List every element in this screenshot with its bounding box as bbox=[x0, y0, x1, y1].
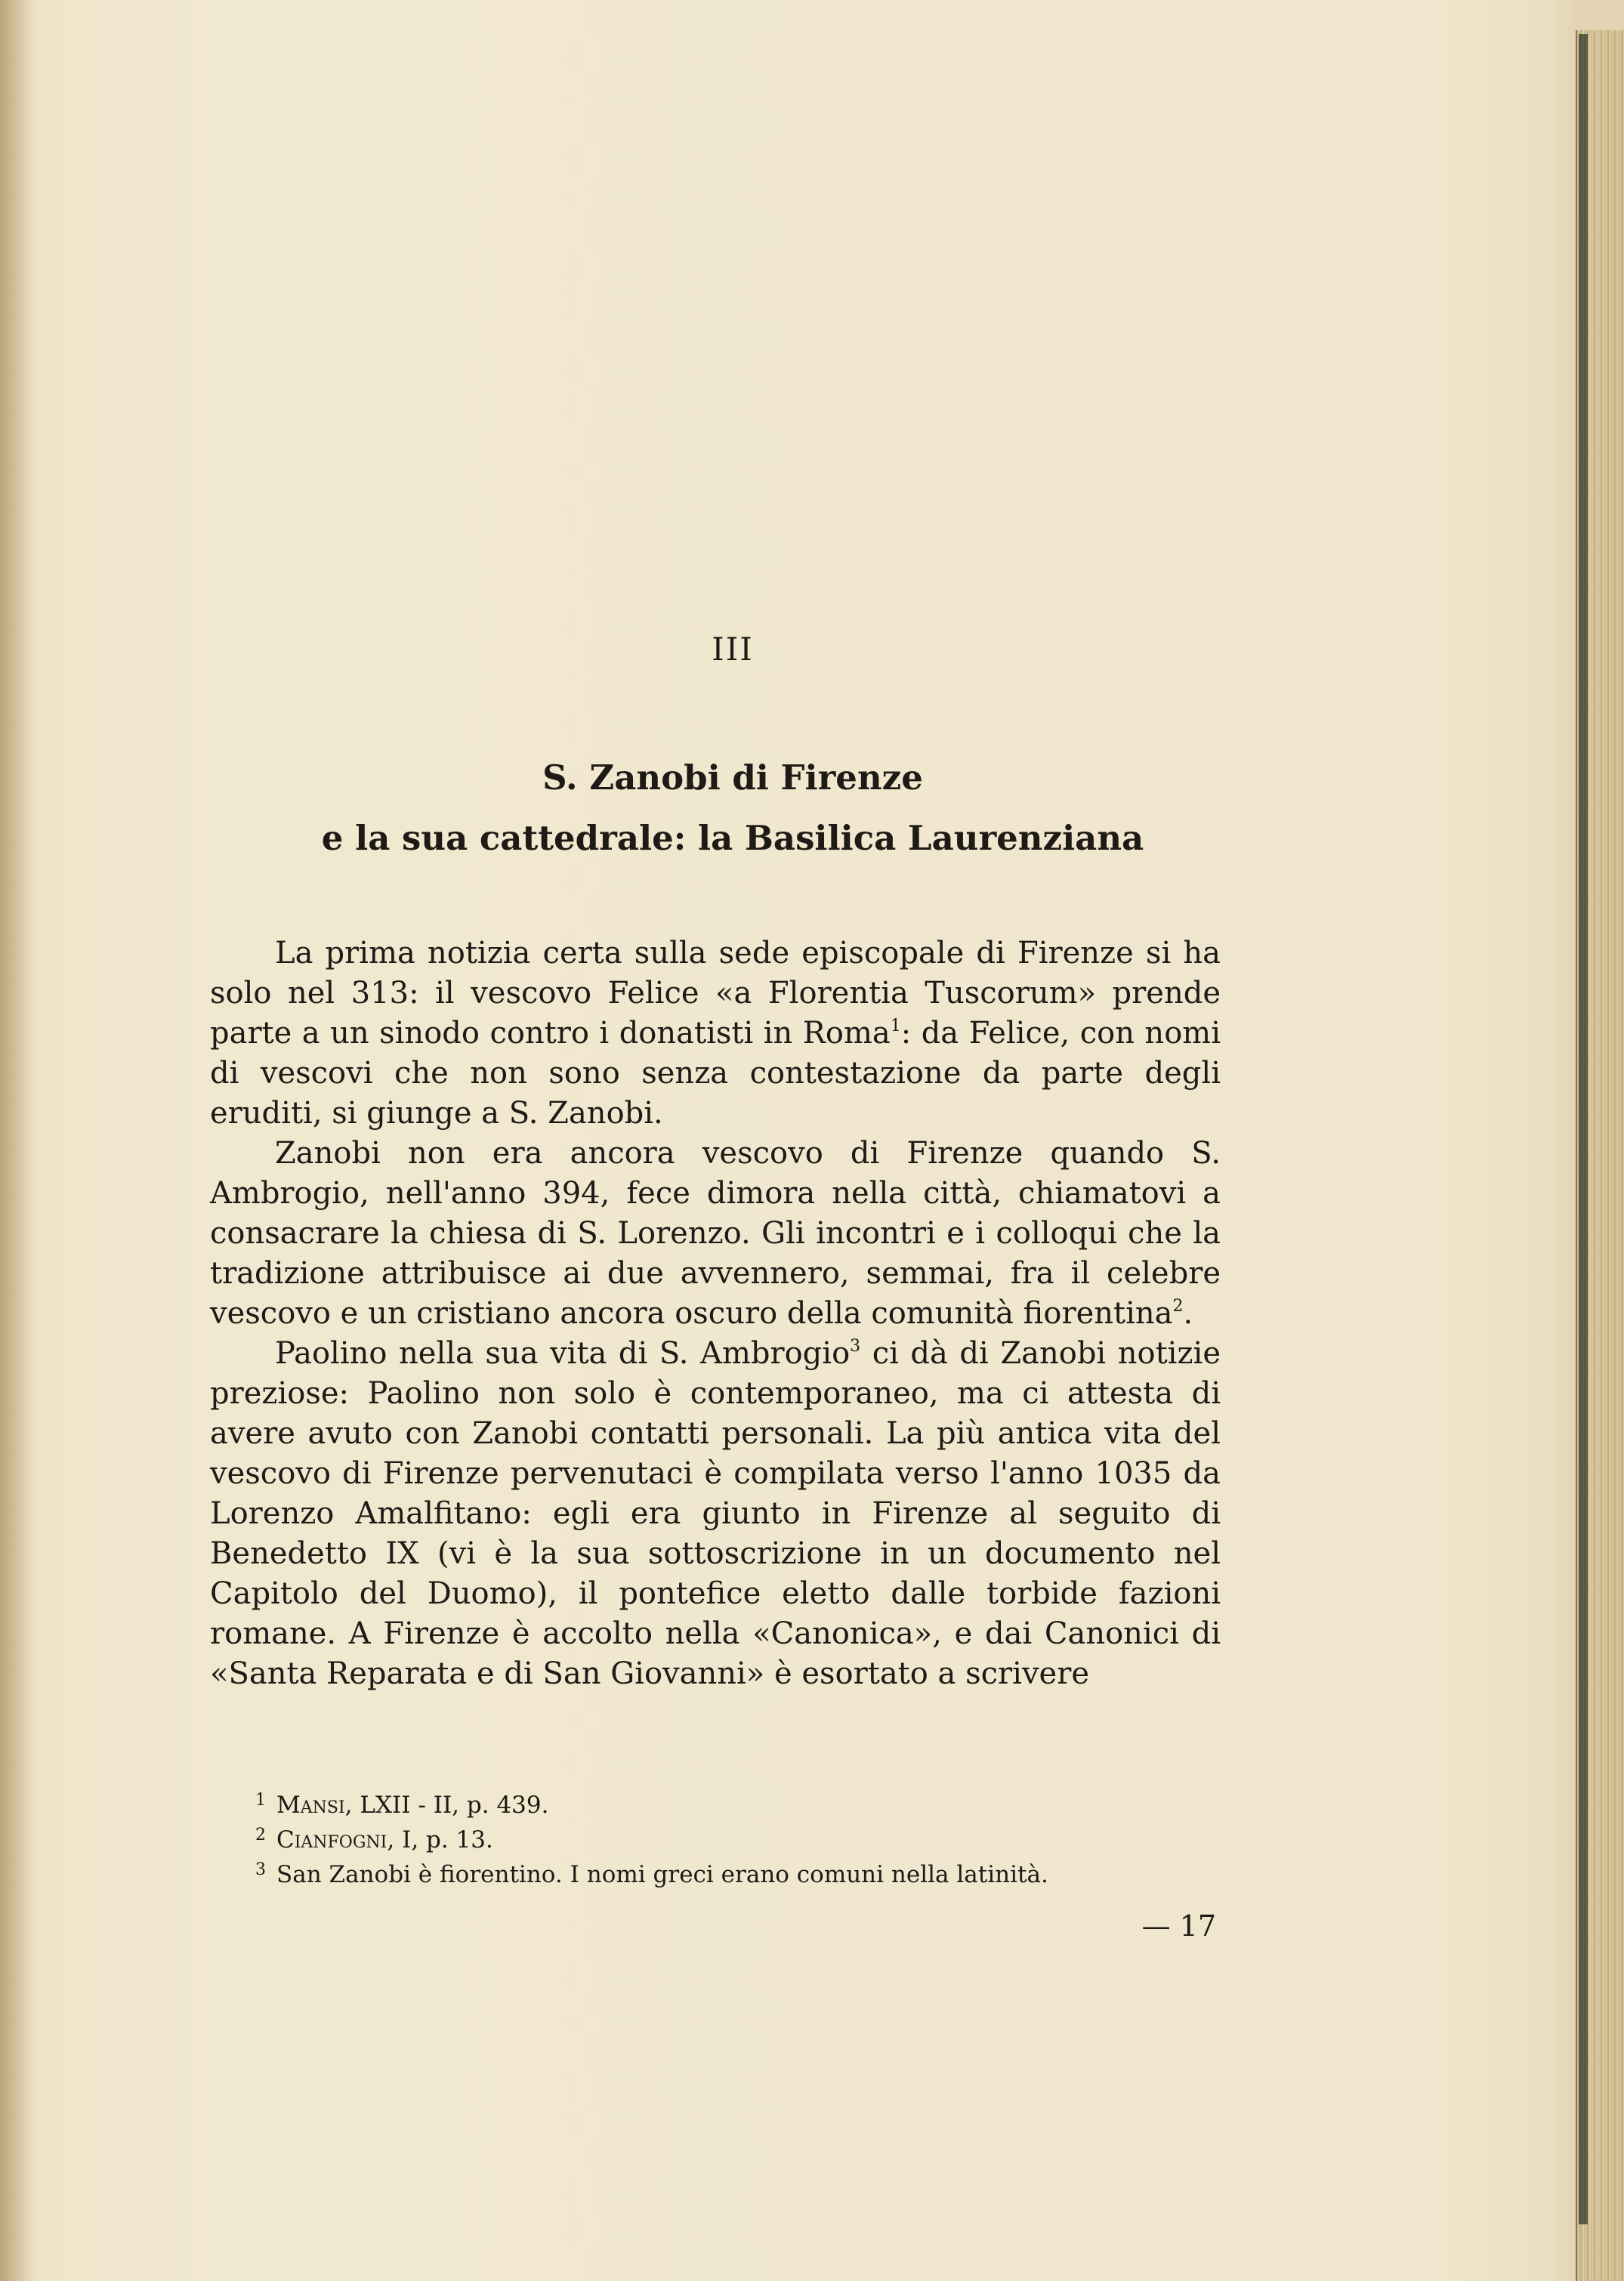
footnote-3 bbox=[251, 1855, 1233, 1890]
footnote-number: 1 bbox=[255, 1791, 266, 1810]
footnote-text: San Zanobi è fiorentino. I nomi greci erano comuni nella latinità. bbox=[276, 1861, 1048, 1888]
footnote-ref: 1 bbox=[890, 1017, 901, 1036]
footnote-number: 3 bbox=[255, 1860, 266, 1879]
paragraph-text: : da Felice, con nomi di vescovi che non sono senza contestazione da parte degli eruditi, si giunge a S. Zanobi. bbox=[210, 1016, 1221, 1131]
footnote-author: Cianfogni bbox=[276, 1826, 387, 1854]
paragraph-text: La prima notizia certa sulla sede episcopale di Firenze si ha solo nel 313: il vescovo Felice «a Florentia Tuscorum» prende parte a un sinodo contro i donatisti in Roma bbox=[210, 936, 1221, 1051]
paragraph-2 bbox=[210, 1134, 1221, 1334]
footnote-ref: 3 bbox=[850, 1337, 861, 1356]
footnote-text: , LXII - II, p. 439. bbox=[344, 1792, 549, 1819]
chapter-title-line-2: e la sua cattedrale: la Basilica Laurenziana bbox=[321, 818, 1144, 858]
paragraph-text: ci dà di Zanobi notizie preziose: Paolino non solo è contemporaneo, ma ci attesta di avere avuto con Zanobi contatti personali. La più antica vita del vescovo di Firenze pervenutaci è compilata verso l'anno 1035 da Lorenzo Amalfitano: egli era giunto in Firenze al seguito di Benedetto IX (vi è la sua sottoscrizione in un documento nel Capitolo del Duomo), il pontefice eletto dalle torbide fazioni romane. A Firenze è accolto nella «Canonica», e dai Canonici di «Santa Reparata e di San Giovanni» è esortato a scrivere bbox=[210, 1336, 1221, 1691]
paragraph-1 bbox=[210, 934, 1221, 1134]
footnote-1 bbox=[251, 1786, 1233, 1820]
gutter-shadow bbox=[0, 0, 34, 2281]
footnotes bbox=[251, 1786, 1233, 1890]
chapter-title-line-1: S. Zanobi di Firenze bbox=[542, 758, 923, 798]
footnote-number: 2 bbox=[255, 1826, 266, 1844]
binding-edge bbox=[1579, 34, 1588, 2224]
paragraph-text: Paolino nella sua vita di S. Ambrogio bbox=[275, 1336, 851, 1371]
chapter-number: III bbox=[712, 631, 754, 668]
footnote-text: , I, p. 13. bbox=[387, 1826, 493, 1854]
paragraph-text: . bbox=[1183, 1296, 1193, 1331]
paragraph-3 bbox=[210, 1334, 1221, 1694]
footnote-2 bbox=[251, 1820, 1233, 1855]
footnote-author: Mansi bbox=[276, 1792, 345, 1819]
paragraph-text: Zanobi non era ancora vescovo di Firenze quando S. Ambrogio, nell'anno 394, fece dimora nella città, chiamatovi a consacrare la chiesa di S. Lorenzo. Gli incontri e i colloqui che la tradizione attribuisce ai due avvennero, semmai, fra il celebre vescovo e un cristiano ancora oscuro della comunità fiorentina bbox=[210, 1136, 1221, 1331]
page-number: — 17 bbox=[1141, 1909, 1216, 1943]
body-text bbox=[210, 934, 1221, 1694]
footnote-ref: 2 bbox=[1172, 1297, 1184, 1316]
